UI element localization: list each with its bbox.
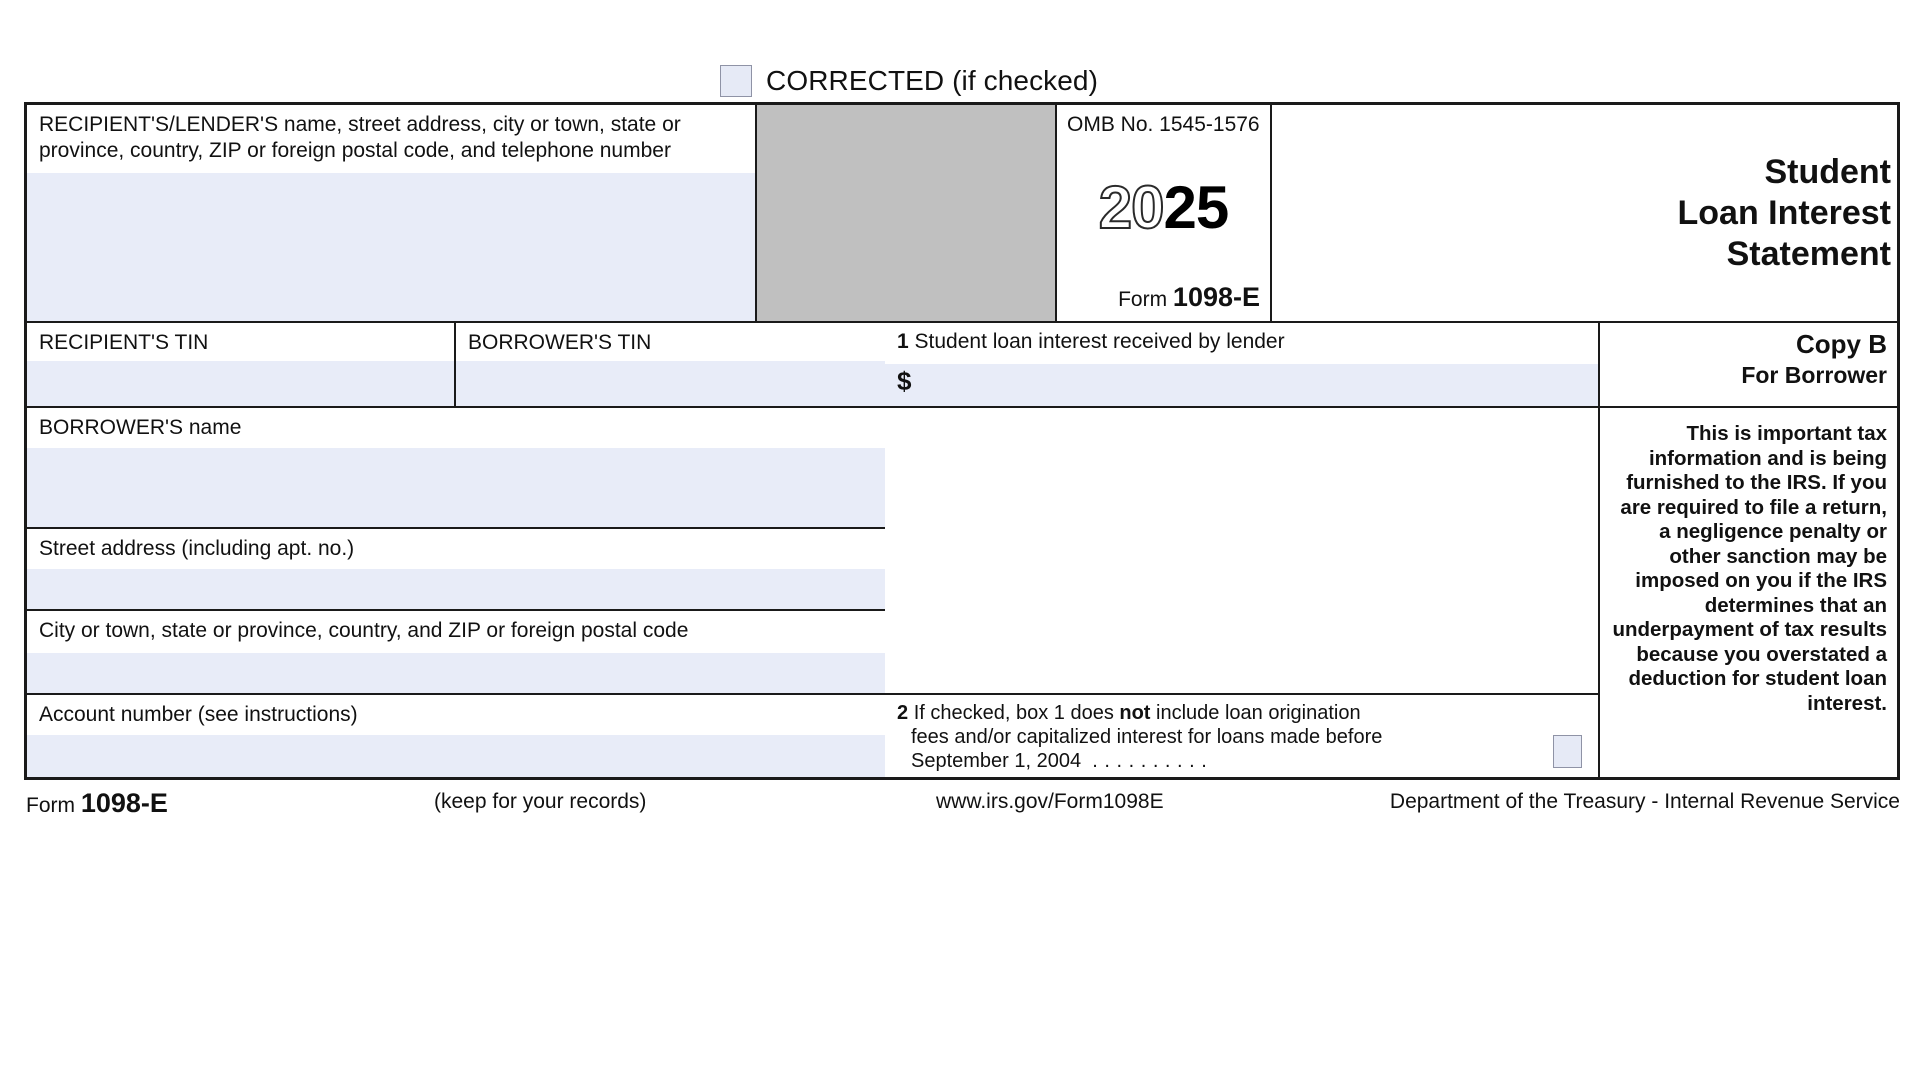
box-2-line3-wrap bbox=[897, 749, 1517, 773]
corrected-label: CORRECTED (if checked) bbox=[766, 65, 1099, 96]
recipient-tin-label: RECIPIENT'S TIN bbox=[39, 331, 209, 354]
box-2-dot-leaders: . . . . . . . . . . bbox=[1092, 750, 1208, 772]
box-1[interactable] bbox=[885, 323, 1600, 408]
tax-year-suffix: 25 bbox=[1163, 173, 1229, 241]
footer-keep-note: (keep for your records) bbox=[434, 790, 647, 813]
box-1-title: Student loan interest received by lender bbox=[914, 330, 1285, 353]
box-1-label bbox=[885, 323, 1598, 354]
box-2-line1-a: If checked, box 1 does bbox=[913, 702, 1120, 724]
box-2-number: 2 bbox=[897, 702, 909, 724]
box-2-not-emphasis: not bbox=[1119, 702, 1151, 724]
box-1-number: 1 bbox=[897, 330, 909, 353]
recipient-tin-input[interactable] bbox=[27, 361, 454, 406]
middle-band bbox=[27, 323, 1897, 777]
tin-row bbox=[27, 323, 885, 408]
omb-form-value: 1098-E bbox=[1172, 282, 1260, 312]
account-number-input[interactable] bbox=[27, 735, 885, 777]
form-frame bbox=[24, 102, 1900, 780]
right-column bbox=[885, 323, 1897, 777]
footer-form-number: 1098-E bbox=[80, 788, 168, 818]
borrower-city-label: City or town, state or province, country, and ZIP or foreign postal code bbox=[39, 619, 689, 642]
footer-form-prefix: Form bbox=[26, 794, 75, 817]
box-2-line1-b: include loan origination bbox=[1150, 702, 1361, 724]
borrower-city-input[interactable] bbox=[27, 653, 885, 693]
copy-b-column bbox=[1600, 323, 1897, 777]
borrower-tin-label: BORROWER'S TIN bbox=[468, 331, 652, 354]
footer-form-id bbox=[26, 788, 168, 819]
box-blank-area bbox=[885, 408, 1600, 695]
borrower-street-field[interactable] bbox=[27, 529, 885, 611]
box-2[interactable] bbox=[885, 695, 1600, 777]
form-title-line1: Student bbox=[1764, 152, 1891, 191]
copy-b-heading: Copy B bbox=[1796, 329, 1887, 359]
box-2-line2: fees and/or capitalized interest for loans made before bbox=[911, 726, 1383, 748]
box-1-input[interactable] bbox=[885, 364, 1598, 406]
form-title-line2: Loan Interest bbox=[1677, 193, 1891, 232]
corrected-checkbox[interactable] bbox=[720, 65, 752, 97]
copy-b-heading-block bbox=[1600, 323, 1897, 408]
copy-b-body-text: This is important tax information and is being furnished to the IRS. If you are required to file a return, a negligence penalty or other sanction may be imposed on you if the IRS determines that an underpayment of tax results because you overstated a deduction for student loan interest. bbox=[1612, 422, 1887, 715]
omb-form-prefix: Form bbox=[1118, 288, 1168, 311]
tax-year-prefix: 20 bbox=[1098, 173, 1164, 241]
borrower-street-input[interactable] bbox=[27, 569, 885, 609]
form-title-block bbox=[1272, 105, 1897, 321]
left-column bbox=[27, 323, 885, 777]
borrower-name-label: BORROWER'S name bbox=[39, 416, 242, 439]
omb-form-number bbox=[1057, 282, 1270, 321]
form-footer bbox=[24, 780, 1900, 826]
borrower-name-field[interactable] bbox=[27, 408, 885, 529]
box-2-label bbox=[897, 701, 1517, 773]
footer-department: Department of the Treasury - Internal Revenue Service bbox=[1389, 790, 1900, 813]
borrower-name-input[interactable] bbox=[27, 448, 885, 527]
recipient-lender-block[interactable] bbox=[27, 105, 757, 321]
box-2-checkbox[interactable] bbox=[1553, 735, 1582, 768]
top-band bbox=[27, 105, 1897, 323]
account-number-label: Account number (see instructions) bbox=[39, 703, 358, 726]
recipient-tin-field[interactable] bbox=[27, 323, 456, 406]
footer-url[interactable]: www.irs.gov/Form1098E bbox=[936, 790, 1164, 813]
corrected-row bbox=[24, 60, 1900, 102]
account-number-field[interactable] bbox=[27, 695, 885, 777]
omb-block bbox=[1057, 105, 1272, 321]
borrower-tin-input[interactable] bbox=[456, 361, 885, 406]
recipient-lender-input[interactable] bbox=[27, 173, 755, 321]
borrower-city-field[interactable] bbox=[27, 611, 885, 695]
form-title bbox=[1678, 152, 1891, 275]
currency-symbol: $ bbox=[897, 366, 912, 396]
box-2-line3: September 1, 2004 bbox=[911, 750, 1082, 772]
box-column bbox=[885, 323, 1600, 777]
recipient-lender-label: RECIPIENT'S/LENDER'S name, street address, city or town, state or province, country, ZIP or foreign postal code, and telephone number bbox=[39, 113, 681, 162]
copy-b-subheading: For Borrower bbox=[1741, 362, 1887, 388]
borrower-street-label: Street address (including apt. no.) bbox=[39, 537, 355, 560]
form-title-line3: Statement bbox=[1726, 234, 1891, 273]
form-1098e bbox=[24, 60, 1900, 826]
tax-year bbox=[1057, 137, 1270, 282]
gray-spacer-block bbox=[757, 105, 1057, 321]
borrower-tin-field[interactable] bbox=[456, 323, 885, 406]
omb-number: OMB No. 1545-1576 bbox=[1067, 113, 1260, 136]
